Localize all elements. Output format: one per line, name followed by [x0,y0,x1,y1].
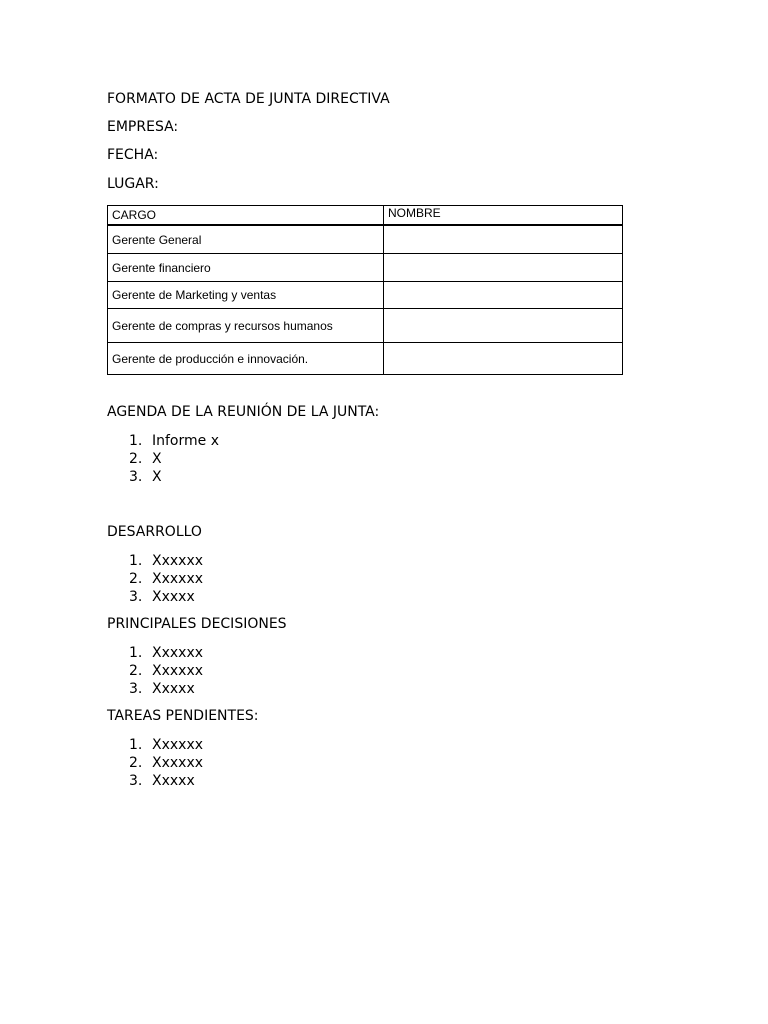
lugar-label: LUGAR: [107,176,159,192]
table-header-cargo: CARGO [108,206,384,226]
list-item-number: 1. [129,433,143,449]
fecha-label: FECHA: [107,147,159,163]
list-item [107,680,203,698]
cargo-cell: Gerente de compras y recursos humanos [108,309,384,343]
nombre-cell [384,282,623,309]
nombre-cell [384,254,623,282]
list-item-text: Xxxxxx [152,571,204,587]
table-header-row [108,206,623,226]
nombre-cell [384,309,623,343]
list-item [107,754,203,772]
list-item [107,736,203,754]
list-item-text: X [152,451,162,467]
list-item-text: Xxxxx [152,773,195,789]
list-item-number: 3. [129,773,143,789]
tareas-heading: TAREAS PENDIENTES: [107,708,259,724]
desarrollo-heading: DESARROLLO [107,524,202,540]
nombre-cell [384,343,623,375]
list-item [107,552,203,570]
list-item-number: 1. [129,737,143,753]
cargo-cell: Gerente de producción e innovación. [108,343,384,375]
list-item-text: Xxxxxx [152,645,204,661]
agenda-heading: AGENDA DE LA REUNIÓN DE LA JUNTA: [107,404,380,420]
list-item [107,662,203,680]
table-header-nombre: NOMBRE [384,206,623,226]
list-item [107,644,203,662]
list-item-text: Xxxxx [152,589,195,605]
desarrollo-list [107,552,203,606]
list-item-text: Xxxxxx [152,663,204,679]
list-item-number: 1. [129,553,143,569]
empresa-label: EMPRESA: [107,119,179,135]
list-item-number: 2. [129,755,143,771]
list-item-text: Xxxxx [152,681,195,697]
list-item-text: Xxxxxx [152,553,204,569]
table-row [108,343,623,375]
list-item-text: X [152,469,162,485]
table-row [108,309,623,343]
list-item-text: Xxxxxx [152,737,204,753]
list-item-number: 3. [129,469,143,485]
list-item [107,570,203,588]
list-item [107,772,203,790]
cargo-cell: Gerente General [108,225,384,254]
nombre-cell [384,225,623,254]
list-item-number: 3. [129,681,143,697]
decisiones-list [107,644,203,698]
list-item-text: Informe x [152,433,219,449]
table-row [108,225,623,254]
cargo-cell: Gerente financiero [108,254,384,282]
list-item-number: 1. [129,645,143,661]
list-item [107,468,219,486]
agenda-list [107,432,219,486]
list-item [107,432,219,450]
list-item-number: 2. [129,571,143,587]
decisiones-heading: PRINCIPALES DECISIONES [107,616,287,632]
attendees-table [107,205,623,375]
tareas-list [107,736,203,790]
document-title: FORMATO DE ACTA DE JUNTA DIRECTIVA [107,91,390,107]
list-item-text: Xxxxxx [152,755,204,771]
table-row [108,254,623,282]
cargo-cell: Gerente de Marketing y ventas [108,282,384,309]
list-item-number: 3. [129,589,143,605]
table-row [108,282,623,309]
list-item-number: 2. [129,663,143,679]
list-item-number: 2. [129,451,143,467]
list-item [107,588,203,606]
list-item [107,450,219,468]
